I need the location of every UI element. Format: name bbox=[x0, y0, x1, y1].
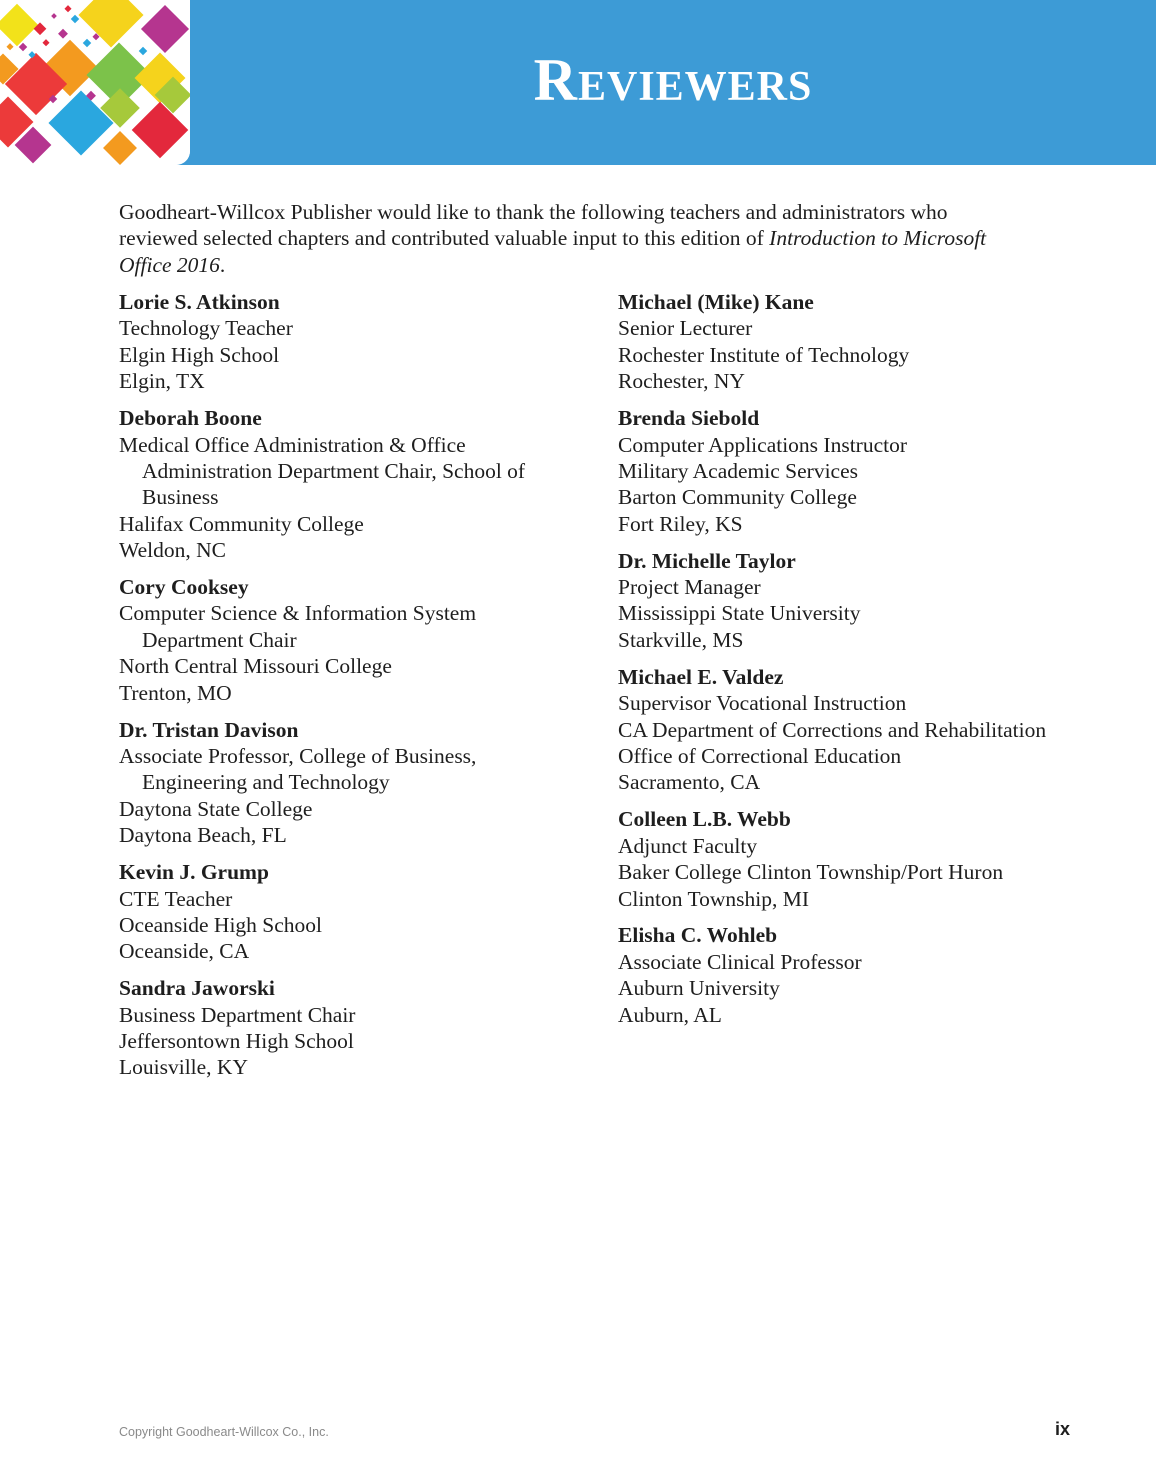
reviewer-entry bbox=[618, 405, 1058, 537]
reviewer-detail: Computer Applications Instructor bbox=[618, 432, 908, 457]
intro-text: Goodheart-Willcox Publisher would like to thank the following teachers and administrators who reviewed selected chapters and contributed valuable input to this edition of bbox=[119, 200, 948, 251]
reviewer-detail: CA Department of Corrections and Rehabilitation bbox=[618, 717, 1047, 742]
reviewer-detail: Fort Riley, KS bbox=[618, 511, 743, 536]
reviewer-name: Brenda Siebold bbox=[618, 406, 760, 431]
reviewer-detail: Barton Community College bbox=[618, 485, 857, 510]
reviewer-name: Elisha C. Wohleb bbox=[618, 923, 778, 948]
book-title: Introduction to Microsoft Office 2016 bbox=[119, 226, 987, 277]
reviewer-entry bbox=[618, 922, 1058, 1028]
reviewer-detail: Sacramento, CA bbox=[618, 770, 761, 795]
reviewer-detail: Baker College Clinton Township/Port Huron bbox=[618, 860, 1004, 885]
reviewer-name: Lorie S. Atkinson bbox=[119, 290, 280, 314]
reviewer-name: Colleen L.B. Webb bbox=[618, 807, 791, 832]
reviewer-detail: Elgin, TX bbox=[119, 369, 205, 394]
reviewer-detail: Oceanside, CA bbox=[119, 939, 250, 964]
reviewer-detail: Mississippi State University bbox=[618, 601, 861, 626]
reviewer-name: Dr. Michelle Taylor bbox=[618, 548, 796, 573]
reviewer-detail: Daytona State College bbox=[119, 796, 313, 821]
reviewer-entry bbox=[119, 859, 559, 965]
reviewer-entry bbox=[618, 548, 1058, 654]
reviewer-detail: Trenton, MO bbox=[119, 680, 232, 705]
reviewer-detail: Rochester, NY bbox=[618, 369, 745, 394]
reviewer-detail: Computer Science & Information System Department Chair bbox=[119, 601, 477, 652]
reviewer-detail: Weldon, NC bbox=[119, 538, 226, 563]
reviewer-detail: Associate Professor, College of Business, Engineering and Technology bbox=[119, 744, 477, 795]
reviewer-detail: Elgin High School bbox=[119, 342, 280, 367]
reviewer-detail: Senior Lecturer bbox=[618, 316, 753, 341]
reviewer-detail: Daytona Beach, FL bbox=[119, 823, 287, 848]
reviewer-detail: Project Manager bbox=[618, 575, 761, 600]
page-number: ix bbox=[1054, 1419, 1070, 1439]
reviewer-detail: Supervisor Vocational Instruction bbox=[618, 691, 907, 716]
reviewers-left-column bbox=[119, 289, 559, 1091]
header-band bbox=[0, 0, 1156, 165]
reviewer-detail: Clinton Township, MI bbox=[618, 886, 810, 911]
reviewer-name: Kevin J. Grump bbox=[119, 860, 269, 885]
reviewer-detail: North Central Missouri College bbox=[119, 654, 392, 679]
reviewer-name: Michael E. Valdez bbox=[618, 664, 784, 689]
reviewer-detail: Military Academic Services bbox=[618, 458, 859, 483]
reviewer-name: Sandra Jaworski bbox=[119, 976, 275, 1001]
copyright-notice: Copyright Goodheart-Willcox Co., Inc. bbox=[119, 1425, 329, 1439]
reviewer-entry bbox=[618, 289, 1058, 395]
reviewer-entry bbox=[618, 664, 1058, 796]
reviewer-name: Dr. Tristan Davison bbox=[119, 717, 299, 742]
reviewer-detail: Medical Office Administration & Office Administration Department Chair, School of Business bbox=[119, 432, 526, 510]
reviewer-detail: Louisville, KY bbox=[119, 1055, 248, 1080]
reviewer-name: Deborah Boone bbox=[119, 406, 262, 431]
reviewer-detail: Auburn, AL bbox=[618, 1002, 722, 1027]
reviewer-entry bbox=[119, 405, 559, 563]
intro-paragraph bbox=[119, 199, 1019, 278]
reviewer-detail: CTE Teacher bbox=[119, 886, 233, 911]
intro-period: . bbox=[219, 252, 226, 277]
reviewer-detail: Jeffersontown High School bbox=[119, 1029, 354, 1054]
reviewer-entry bbox=[119, 717, 559, 849]
reviewer-entry bbox=[119, 574, 559, 706]
reviewer-name: Michael (Mike) Kane bbox=[618, 290, 814, 314]
reviewer-detail: Associate Clinical Professor bbox=[618, 949, 862, 974]
reviewer-entry bbox=[119, 289, 559, 395]
reviewer-detail: Rochester Institute of Technology bbox=[618, 342, 910, 367]
reviewer-detail: Halifax Community College bbox=[119, 511, 364, 536]
reviewer-entry bbox=[618, 806, 1058, 912]
reviewer-detail: Office of Correctional Education bbox=[618, 744, 902, 768]
reviewer-detail: Oceanside High School bbox=[119, 912, 323, 937]
reviewers-right-column bbox=[618, 289, 1058, 1039]
page-title: Reviewers bbox=[533, 47, 813, 113]
decorative-mosaic-image bbox=[0, 0, 190, 165]
reviewer-entry bbox=[119, 975, 559, 1081]
reviewer-name: Cory Cooksey bbox=[119, 575, 249, 600]
reviewer-detail: Technology Teacher bbox=[119, 316, 293, 341]
reviewer-detail: Business Department Chair bbox=[119, 1002, 356, 1027]
reviewer-detail: Adjunct Faculty bbox=[618, 833, 758, 858]
reviewer-detail: Auburn University bbox=[618, 976, 780, 1001]
reviewer-detail: Starkville, MS bbox=[618, 627, 744, 652]
